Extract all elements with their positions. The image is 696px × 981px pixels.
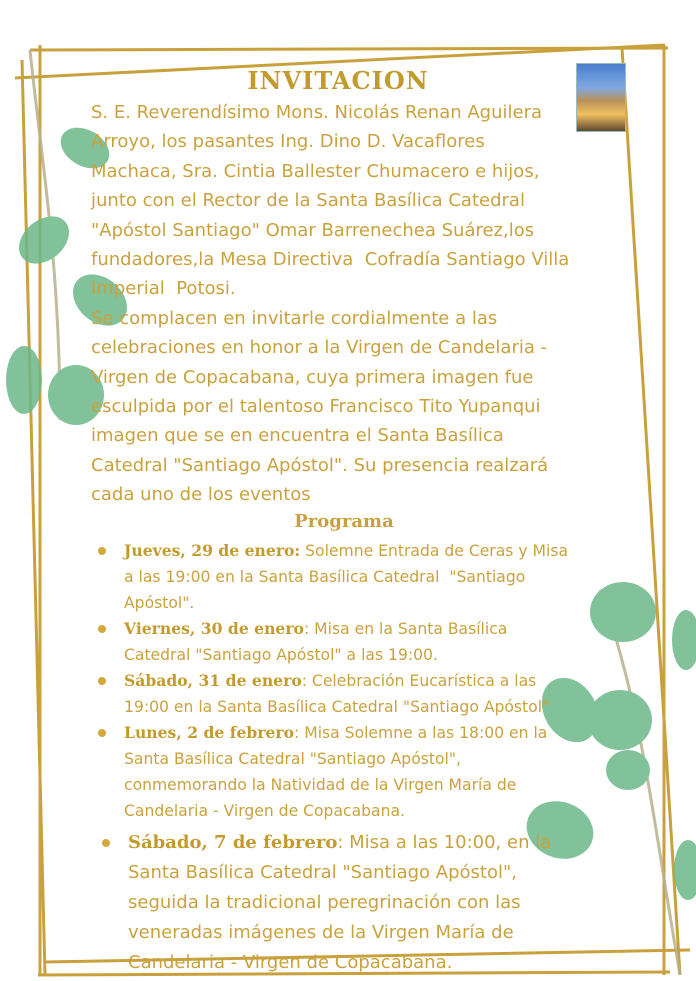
program-item xyxy=(0,616,568,668)
program-item-date: Viernes, 30 de enero xyxy=(124,619,304,638)
intro-line: Imperial Potosi. xyxy=(91,278,236,300)
intro-line: "Apóstol Santiago" Omar Barrenechea Suárez,los xyxy=(91,219,535,241)
program-item-text-cont: 19:00 en la Santa Basílica Catedral "Santiago Apóstol" xyxy=(124,698,550,716)
program-item-text: : Misa en la Santa Basílica xyxy=(303,620,508,638)
program-item-text: Solemne Entrada de Ceras y Misa xyxy=(300,542,569,560)
program-item xyxy=(0,668,568,720)
bullet-icon xyxy=(98,729,106,737)
program-list xyxy=(0,538,568,978)
program-item-date: Jueves, 29 de enero: xyxy=(124,541,301,560)
program-item xyxy=(0,720,568,824)
program-item-date: Sábado, 7 de febrero xyxy=(128,832,338,853)
cathedral-photo xyxy=(576,63,626,132)
program-item xyxy=(0,828,568,978)
program-item-text-cont: Santa Basílica Catedral "Santiago Apóstol", conmemorando la Natividad de la Virgen María de Candelaria - Virgen de Copacabana. xyxy=(124,750,517,820)
intro-line: junto con el Rector de la Santa Basílica Catedral xyxy=(91,190,525,212)
invitation-title: INVITACION xyxy=(247,66,429,95)
program-item-date: Sábado, 31 de enero xyxy=(124,671,302,690)
program-item-text-cont: Santa Basílica Catedral "Santiago Apóstol", seguida la tradicional peregrinación con las veneradas imágenes de la Virgen María de Candelaria - Virgen de Copacabana. xyxy=(128,862,521,973)
program-item xyxy=(0,538,568,616)
intro-line: esculpida por el talentoso Francisco Tito Yupanqui xyxy=(91,396,541,418)
program-item-text-cont: Catedral "Santiago Apóstol" a las 19:00. xyxy=(124,646,438,664)
program-item-text: : Misa a las 10:00, en la xyxy=(337,832,552,853)
intro-line: Machaca, Sra. Cintia Ballester Chumacero e hijos, xyxy=(91,160,540,182)
intro-line: Catedral "Santiago Apóstol". Su presencia realzará xyxy=(91,454,549,476)
bullet-icon xyxy=(98,677,106,685)
intro-line: celebraciones en honor a la Virgen de Candelaria - xyxy=(91,337,548,359)
intro-line: Virgen de Copacabana, cuya primera imagen fue xyxy=(91,366,534,388)
intro-line: cada uno de los eventos xyxy=(91,484,311,506)
bullet-icon xyxy=(102,839,110,847)
invitation-intro xyxy=(91,98,569,510)
intro-line: Se complacen en invitarle cordialmente a las xyxy=(91,307,498,329)
program-item-text: : Misa Solemne a las 18:00 en la xyxy=(294,724,548,742)
bullet-icon xyxy=(98,625,106,633)
program-item-text-cont: a las 19:00 en la Santa Basílica Catedral "Santiago Apóstol". xyxy=(124,568,526,612)
program-heading: Programa xyxy=(294,511,394,532)
bullet-icon xyxy=(98,547,106,555)
intro-line: S. E. Reverendísimo Mons. Nicolás Renan Aguilera xyxy=(91,102,543,123)
program-item-text: : Celebración Eucarística a las xyxy=(301,672,537,690)
intro-line: imagen que se en encuentra el Santa Basílica xyxy=(91,425,504,447)
program-item-date: Lunes, 2 de febrero xyxy=(124,723,295,742)
intro-line: fundadores,la Mesa Directiva Cofradía Santiago Villa xyxy=(91,249,570,271)
intro-line: Arroyo, los pasantes Ing. Dino D. Vacaflores xyxy=(91,131,485,153)
